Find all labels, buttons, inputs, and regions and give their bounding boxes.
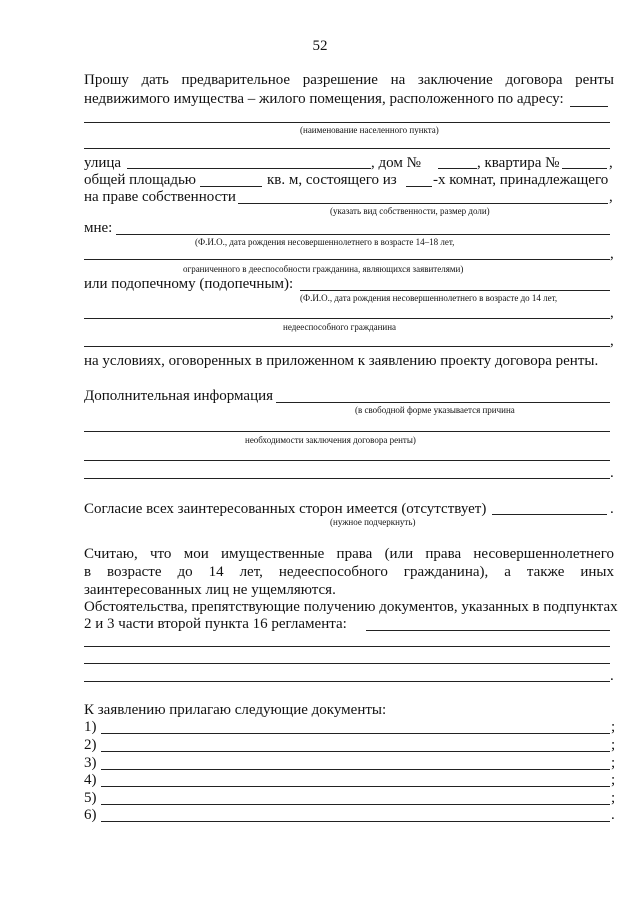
apartment-label: , квартира №: [477, 155, 560, 171]
consent-field[interactable]: [492, 514, 607, 515]
attachment-num: 5): [84, 790, 97, 806]
address-field-2[interactable]: [84, 148, 610, 149]
semicolon: ;: [611, 755, 616, 771]
additional-info-label: Дополнительная информация: [84, 388, 274, 404]
obstacles-line-1: Обстоятельства, препятствующие получению документов, указанных в подпунктах: [84, 599, 618, 615]
reason-hint-2: необходимости заключения договора ренты): [245, 435, 416, 445]
rooms-field[interactable]: [406, 186, 432, 187]
ownership-field[interactable]: [238, 203, 608, 204]
ward-field-2[interactable]: [84, 318, 610, 319]
ward-field[interactable]: [300, 290, 610, 291]
attachment-num: 1): [84, 719, 97, 735]
underline-hint: (нужное подчеркнуть): [330, 517, 416, 527]
additional-info-field[interactable]: [276, 402, 610, 403]
attachment-field-6[interactable]: [101, 821, 610, 822]
minor-hint-2: ограниченного в дееспособности гражданина, являющихся заявителями): [183, 264, 464, 274]
attachment-num: 4): [84, 772, 97, 788]
area-unit: кв. м, состоящего из: [267, 172, 397, 188]
attachment-field-5[interactable]: [101, 804, 610, 805]
me-field[interactable]: [116, 234, 610, 235]
address-field-start[interactable]: [570, 106, 608, 107]
minor-hint-1: (Ф.И.О., дата рождения несовершеннолетнего в возрасте 14–18 лет,: [195, 237, 455, 247]
ward-label: или подопечному (подопечным):: [84, 276, 294, 292]
comma: ,: [610, 333, 614, 349]
comma: ,: [609, 189, 613, 205]
house-field[interactable]: [438, 168, 477, 169]
consent-text: Согласие всех заинтересованных сторон имеется (отсутствует): [84, 501, 487, 517]
request-line-1: Прошу дать предварительное разрешение на заключение договора ренты: [84, 72, 614, 88]
area-label: общей площадью: [84, 172, 197, 188]
ward-field-3[interactable]: [84, 346, 610, 347]
under14-hint-1: (Ф.И.О., дата рождения несовершеннолетнего в возрасте до 14 лет,: [300, 293, 558, 303]
additional-info-field-2[interactable]: [84, 431, 610, 432]
comma: ,: [610, 305, 614, 321]
request-line-2: недвижимого имущества – жилого помещения, расположенного по адресу:: [84, 91, 564, 107]
comma: ,: [610, 246, 614, 262]
rights-line-3: заинтересованных лиц не ущемляются.: [84, 582, 336, 598]
ownership-label: на праве собственности: [84, 189, 236, 205]
attachment-num: 2): [84, 737, 97, 753]
reason-hint-1: (в свободной форме указывается причина: [355, 405, 515, 415]
street-label: улица: [84, 155, 122, 171]
address-field[interactable]: [84, 122, 610, 123]
period: .: [611, 807, 615, 823]
rights-line-1: Считаю, что мои имущественные права (или права несовершеннолетнего: [84, 546, 614, 562]
under14-hint-2: недееспособного гражданина: [283, 322, 397, 332]
obstacles-line-2: 2 и 3 части второй пункта 16 регламента:: [84, 616, 347, 632]
rooms-label: -х комнат, принадлежащего: [433, 172, 609, 188]
obstacles-field-4[interactable]: [84, 681, 610, 682]
period: .: [610, 501, 614, 517]
semicolon: ;: [611, 772, 616, 788]
semicolon: ;: [611, 737, 616, 753]
period: .: [610, 465, 614, 481]
rights-line-2: в возрасте до 14 лет, недееспособного гражданина), а также иных: [84, 564, 614, 580]
additional-info-field-3[interactable]: [84, 460, 610, 461]
obstacles-field-3[interactable]: [84, 663, 610, 664]
settlement-hint: (наименование населенного пункта): [300, 125, 439, 135]
semicolon: ;: [611, 719, 616, 735]
attachment-field-3[interactable]: [101, 769, 610, 770]
period: .: [610, 668, 614, 684]
me-label: мне:: [84, 220, 113, 236]
me-field-2[interactable]: [84, 259, 610, 260]
area-field[interactable]: [200, 186, 262, 187]
obstacles-field[interactable]: [366, 630, 610, 631]
apartment-field[interactable]: [562, 168, 607, 169]
house-label: , дом №: [371, 155, 421, 171]
street-field[interactable]: [127, 168, 371, 169]
attachment-field-2[interactable]: [101, 751, 610, 752]
additional-info-field-4[interactable]: [84, 478, 610, 479]
attachment-field-1[interactable]: [101, 733, 610, 734]
semicolon: ;: [611, 790, 616, 806]
obstacles-field-2[interactable]: [84, 646, 610, 647]
attachment-num: 3): [84, 755, 97, 771]
comma: ,: [609, 155, 613, 171]
attachment-field-4[interactable]: [101, 786, 610, 787]
attachment-num: 6): [84, 807, 97, 823]
conditions-text: на условиях, оговоренных в приложенном к заявлению проекту договора ренты.: [84, 353, 599, 369]
ownership-hint: (указать вид собственности, размер доли): [330, 206, 490, 216]
page-number: 52: [312, 38, 328, 54]
attachments-title: К заявлению прилагаю следующие документы:: [84, 702, 387, 718]
